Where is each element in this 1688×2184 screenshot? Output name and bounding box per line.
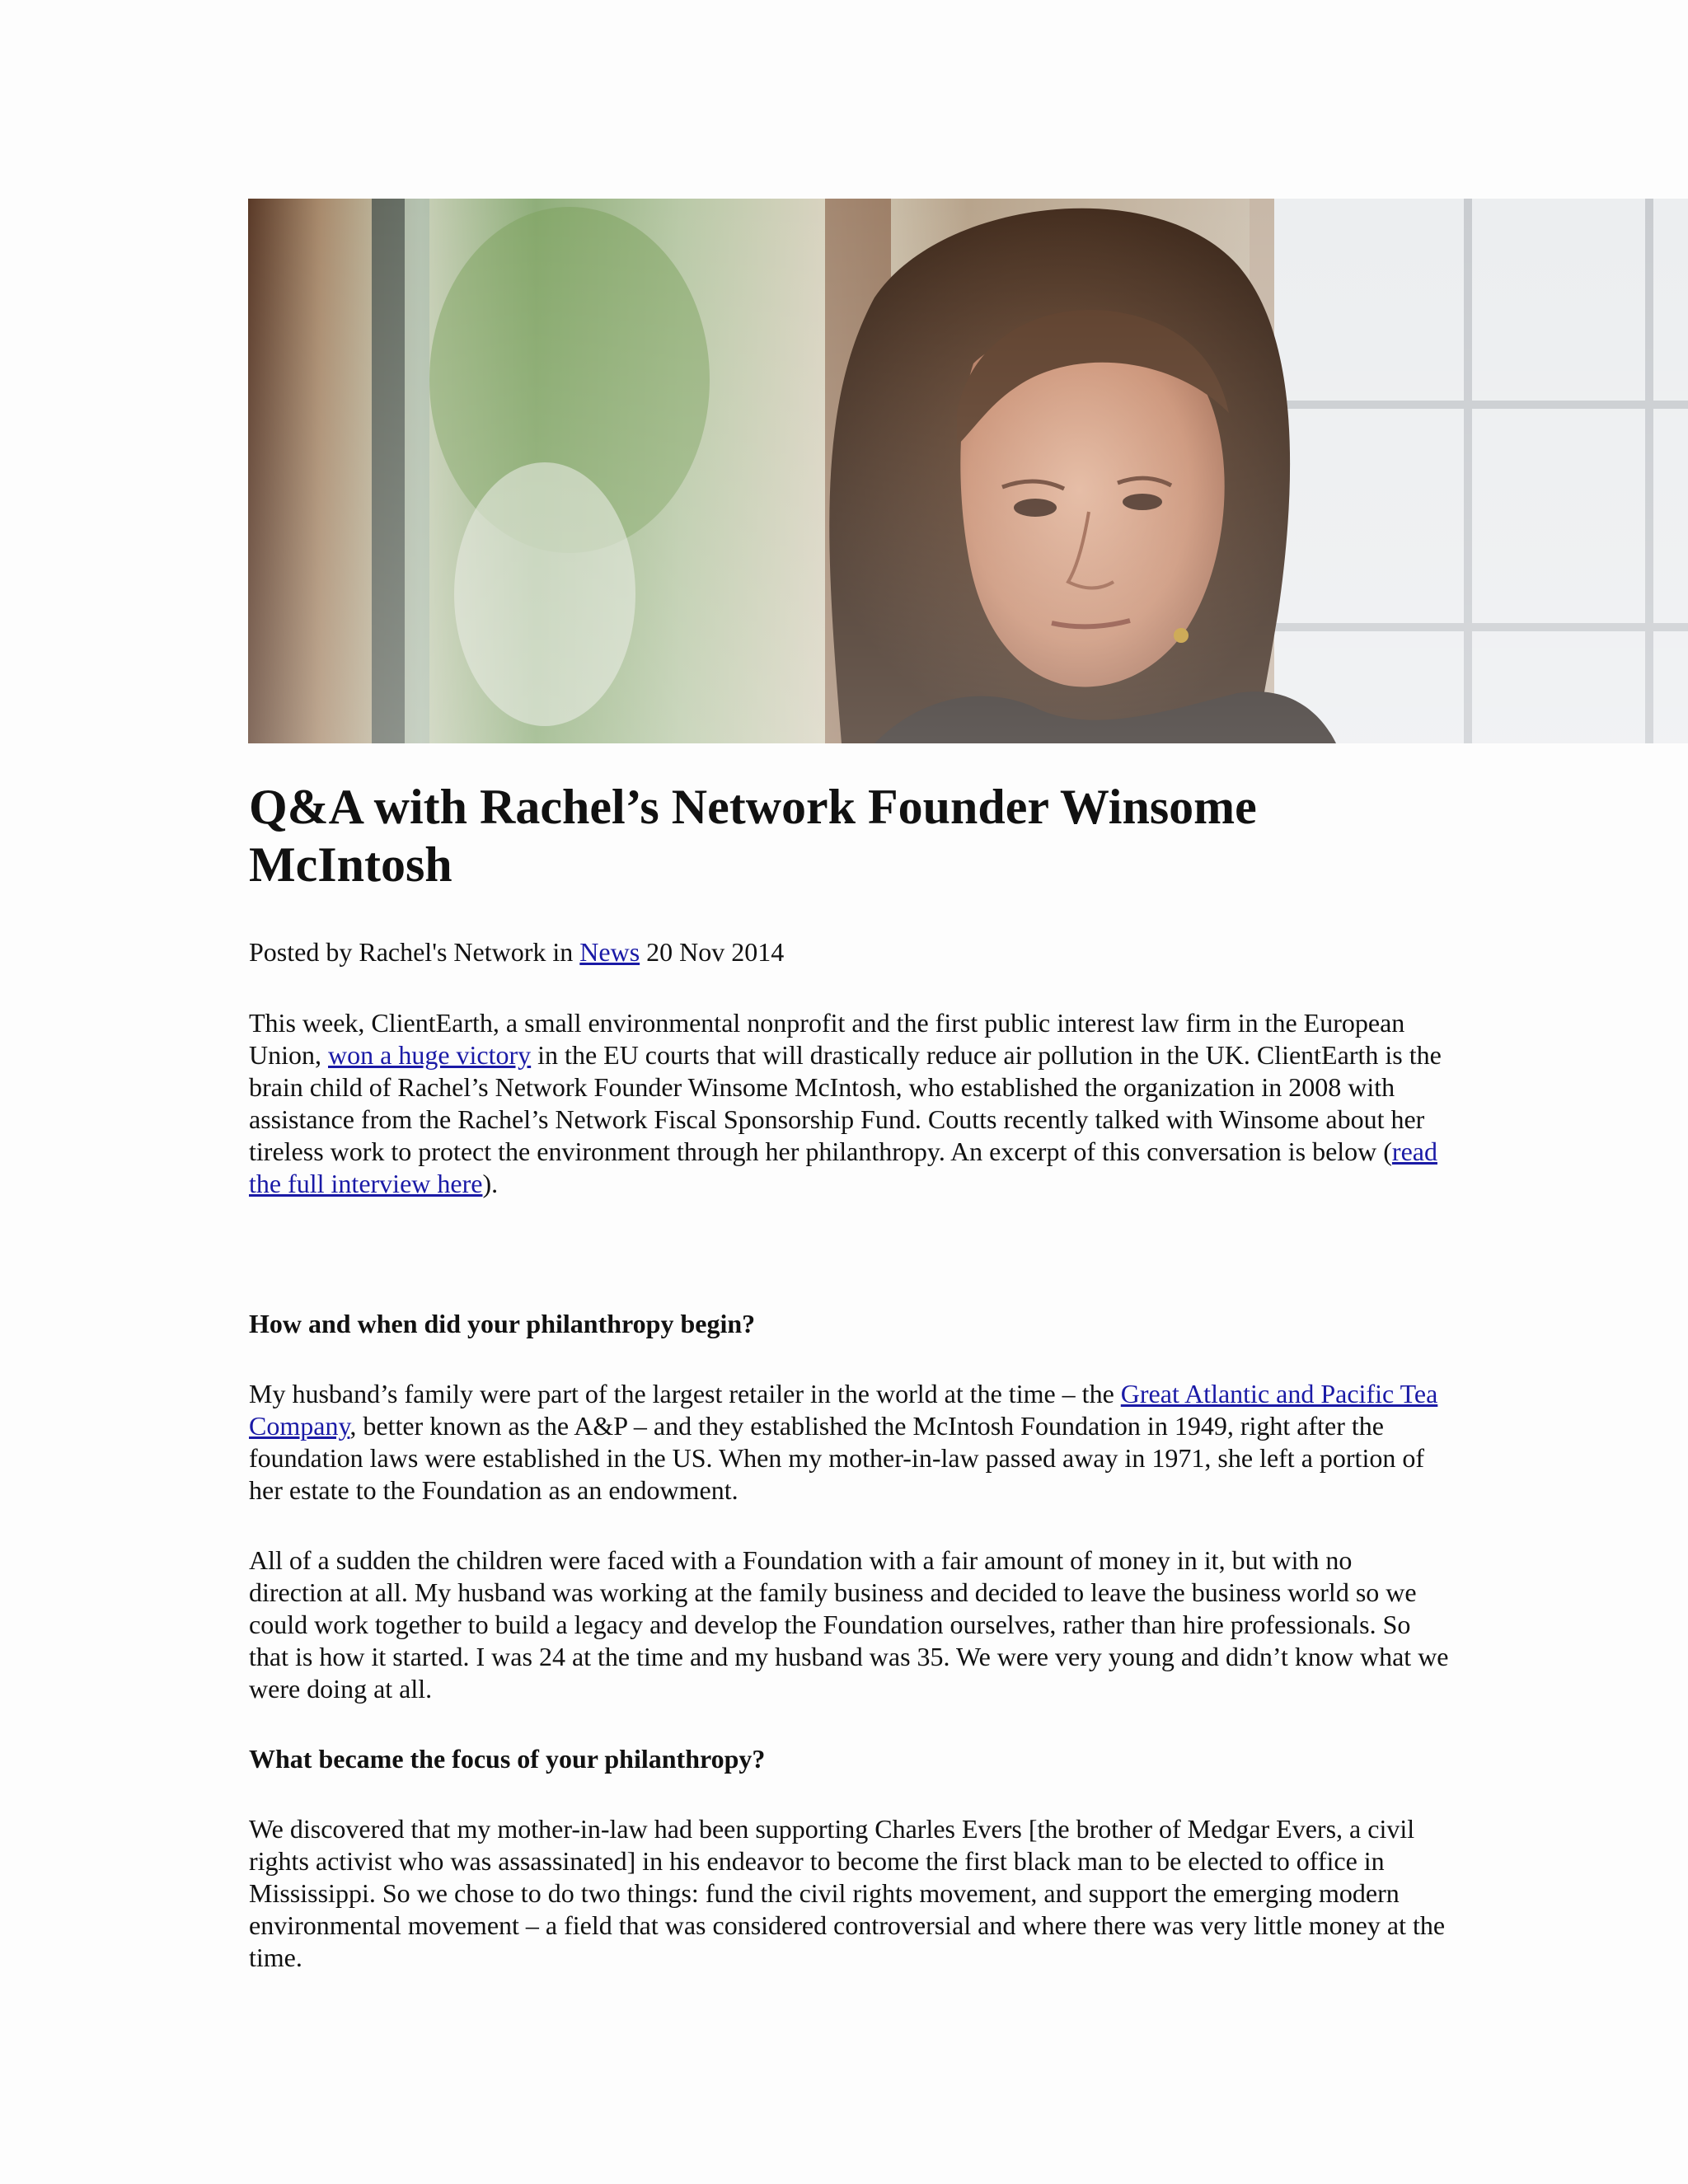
intro-paragraph [249,1007,1452,1200]
answer-paragraph-2: All of a sudden the children were faced with a Foundation with a fair amount of money in it, but with no direction at all. My husband was working at the family business and decided to leave the business world so we could work together to build a legacy and develop the Foundation ourselves, rather than hire professionals. So that is how it started. I was 24 at the time and my husband was 35. We were very young and didn’t know what we were doing at all. [249,1545,1449,1704]
answer-1-text-2: , better known as the A&P – and they established the McIntosh Foundation in 1949, right after the foundation laws were established in the US. When my mother-in-law passed away in 1971, she left a portion of her estate to the Foundation as an endowment. [249,1411,1424,1505]
answer-paragraph-3: We discovered that my mother-in-law had been supporting Charles Evers [the brother of Medgar Evers, a civil rights activist who was assassinated] in his endeavor to become the first black man to be elected to office in Mississippi. So we chose to do two things: fund the civil rights movement, and support the emerging modern environmental movement – a field that was considered controversial and where there was very little money at the time. [249,1814,1446,1972]
article-body [249,778,1452,1972]
intro-text-2: in the EU courts that will drastically reduce air pollution in the UK. ClientEarth is the brain child of Rachel’s Network Founder Winsome McIntosh, who established the organization in 2008 with assistance from the Rachel’s Network Fiscal Sponsorship Fund. Coutts recently talked with Winsome about her tireless work to protect the environment through her philanthropy. An excerpt of this conversation is below ( [249,1040,1442,1166]
portrait-photo [248,199,1688,743]
meta-prefix: Posted by Rachel's Network in [249,937,580,967]
intro-text-1: This week, ClientEarth, a small environmental nonprofit and the first public interest law firm in the European Union, [249,1008,1405,1070]
article-title: Q&A with Rachel’s Network Founder Winsome McIntosh [249,780,1257,892]
victory-link[interactable]: won a huge victory [328,1040,532,1070]
intro-text-3: ). [482,1169,499,1198]
hero-image [248,199,1688,743]
category-link-news[interactable]: News [579,937,640,967]
atlantic-pacific-link[interactable]: Great Atlantic and Pacific Tea Company [249,1379,1438,1441]
full-interview-link[interactable]: read the full interview here [249,1137,1437,1198]
post-meta [249,936,784,968]
answer-paragraph-1 [249,1378,1452,1507]
answer-1-text-1: My husband’s family were part of the largest retailer in the world at the time – the [249,1379,1121,1408]
question-heading-2: What became the focus of your philanthropy? [249,1744,766,1774]
post-date: 20 Nov 2014 [640,937,785,967]
question-heading-1: How and when did your philanthropy begin? [249,1309,756,1338]
